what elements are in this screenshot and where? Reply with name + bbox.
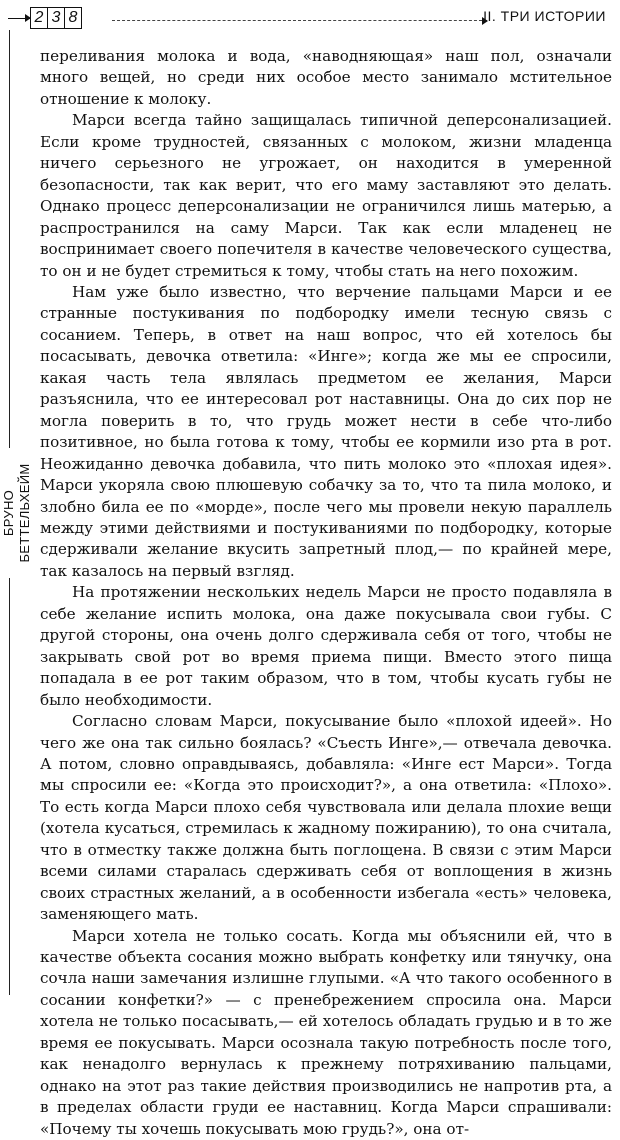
header-left-arrow <box>8 18 30 19</box>
paragraph: Марси хотела не только сосать. Когда мы объяснили ей, что в качестве объекта сосания можно выбрать конфетку или тянучку, она сочла наши замечания излишне глупыми. «А что такого особенного в сосании конфетки?» — с пренебрежением спросила она. Марси хотела не только посасывать,— ей хотелось обладать грудью и в то же время ее покусывать. Марси осознала такую потребность после того, как ненадолго вернулась к прежнему потряхиванию пальцами, однако на этот раз такие действия производились не напротив рта, а в пределах области груди ее наставниц. Когда Марси спрашивали: «Почему ты хочешь покусывать мою грудь?», она от- <box>40 926 612 1138</box>
paragraph: Марси всегда тайно защищалась типичной деперсонализацией. Если кроме трудностей, связанных с молоком, жизни младенца ничего серьезного не угрожает, он находится в умеренной безопасности, так как верит, что его маму заставляют это делать. Однако процесс деперсонализации не ограничился лишь матерью, а распространился на саму Марси. Так как если младенец не воспринимает своего попечителя в качестве человеческого существа, то он и не будет стремиться к тому, чтобы стать на него похожим. <box>40 111 612 280</box>
page-number-digit: 8 <box>65 7 82 29</box>
paragraph: Согласно словам Марси, покусывание было «плохой идеей». Но чего же она так сильно боялась? «Съесть Инге»,— отвечала девочка. А потом, словно оправдываясь, добавляла: «Инге ест Марси». Тогда мы спросили ее: «Когда это происходит?», а она ответила: «Плохо». То есть когда Марси плохо себя чувствовала или делала плохие вещи (хотела кусаться, стремилась к жадному пожиранию), то она считала, что в отместку также должна быть поглощена. В связи с этим Марси всеми силами старалась сдерживать себя от воплощения в жизнь своих страстных желаний, а в особенности избегала «есть» человека, заменяющего мать. <box>40 712 612 924</box>
running-header <box>8 6 612 32</box>
header-rule <box>112 20 487 21</box>
page-number <box>30 6 82 30</box>
page-number-digit: 3 <box>48 7 65 29</box>
side-author-name: БРУНО БЕТТЕЛЬХЕЙМ <box>1 448 17 578</box>
paragraph: Нам уже было известно, что верчение пальцами Марси и ее странные постукивания по подбородку имели тесную связь с сосанием. Теперь, в ответ на наш вопрос, что ей хотелось бы посасывать, девочка ответила: «Инге»; когда же мы ее спросили, какая часть тела являлась предметом ее желания, Марси разъяснила, что ее интересовал рот наставницы. Она до сих пор не могла поверить в то, что грудь может нести в себе что-либо позитивное, но была готова к тому, чтобы ее кормили изо рта в рот. Неожиданно девочка добавила, что пить молоко это «плохая идея». Марси укоряла свою плюшевую собачку за то, что та пила молоко, и злобно била ее по «морде», после чего мы провели некую параллель между этими действиями и постукиваниями по подбородку, которые сдерживали желание вкусить запретный плод,— по крайней мере, так казалось на первый взгляд. <box>40 282 612 580</box>
body-text <box>40 46 612 1140</box>
paragraph: На протяжении нескольких недель Марси не просто подавляла в себе желание испить молока, она даже покусывала свои губы. С другой стороны, она очень долго сдерживала себя от того, чтобы не закрывать свой рот во время приема пищи. Вместо этого пища попадала в ее рот таким образом, что в том, чтобы кусать губы не было необходимости. <box>40 583 612 709</box>
running-title: II. ТРИ ИСТОРИИ <box>483 8 606 24</box>
page-number-digit: 2 <box>30 7 48 29</box>
paragraph: переливания молока и вода, «наводняющая» наш пол, означали много вещей, но среди них особое место занимало мстительное отношение к молоку. <box>40 47 612 108</box>
